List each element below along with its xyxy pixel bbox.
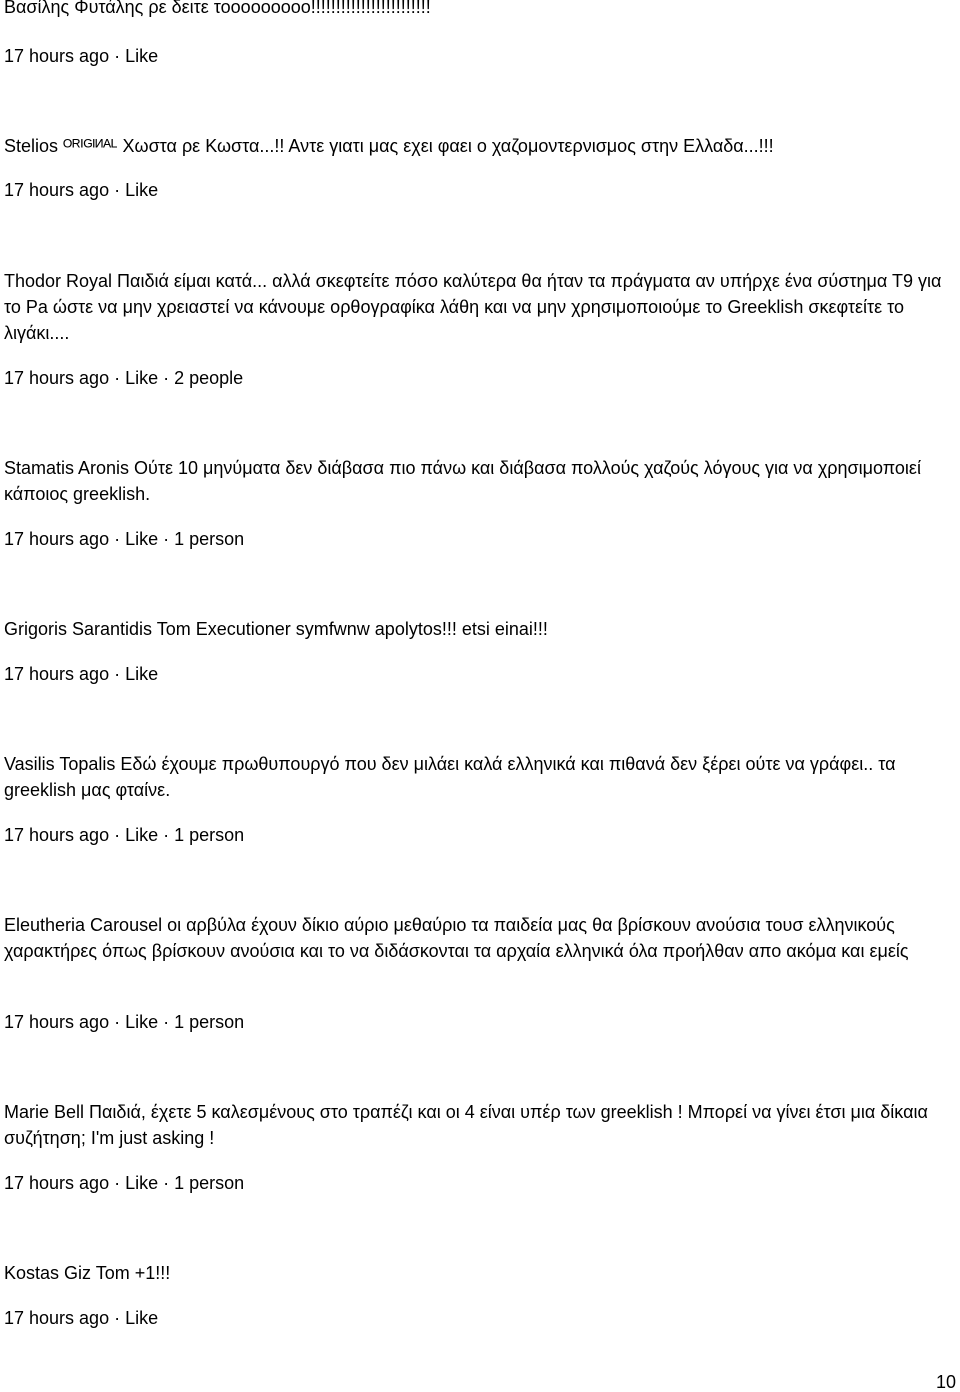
like-link[interactable]: Like	[125, 46, 159, 66]
like-count[interactable]: 2 people	[174, 368, 244, 388]
like-link[interactable]: Like	[125, 180, 159, 200]
comment	[4, 268, 947, 346]
like-link[interactable]: Like	[125, 529, 159, 549]
comment	[4, 751, 944, 803]
separator-dot: ·	[114, 1173, 121, 1193]
like-link[interactable]: Like	[125, 1173, 159, 1193]
separator-dot: ·	[114, 1308, 121, 1328]
separator-dot: ·	[163, 825, 170, 845]
page-number: 10	[935, 1372, 956, 1392]
comment-meta	[4, 822, 244, 848]
like-count[interactable]: 1 person	[174, 1012, 245, 1032]
comment-text: Stamatis Aronis Ούτε 10 μηνύματα δεν διάβασα πιο πάνω και διάβασα πολλούς χαζούς λόγους για να χρησιμοποιεί κάποιος greeklish.	[4, 458, 926, 504]
comment-meta	[4, 526, 244, 552]
comment	[4, 1099, 944, 1151]
comment	[4, 133, 944, 159]
like-count[interactable]: 1 person	[174, 1173, 245, 1193]
like-link[interactable]: Like	[125, 368, 159, 388]
like-link[interactable]: Like	[125, 1012, 159, 1032]
comment-time: 17 hours ago	[4, 1012, 110, 1032]
separator-dot: ·	[163, 529, 170, 549]
comment-time: 17 hours ago	[4, 664, 110, 684]
comment-meta	[4, 1305, 158, 1331]
comment-time: 17 hours ago	[4, 1308, 110, 1328]
comment-text: Grigoris Sarantidis Tom Executioner symfwnw apolytos!!! etsi einai!!!	[4, 619, 548, 639]
like-link[interactable]: Like	[125, 664, 159, 684]
separator-dot: ·	[163, 1012, 170, 1032]
comment-text: Thodor Royal Παιδιά είμαι κατά... αλλά σκεφτείτε πόσο καλύτερα θα ήταν τα πράγματα αν υπήρχε ένα σύστημα Τ9 για το Pa ώστε να μην χρειαστεί να κάνουμε ορθογραφίκα λάθη και να μην χρησιμοποιούμε το Greeklish σκεφτείτε το λιγάκι....	[4, 271, 947, 343]
comment-text: Kostas Giz Tom +1!!!	[4, 1263, 171, 1283]
separator-dot: ·	[114, 180, 121, 200]
comment-meta	[4, 43, 158, 69]
separator-dot: ·	[114, 1012, 121, 1032]
comment-text: Marie Bell Παιδιά, έχετε 5 καλεσμένους στο τραπέζι και οι 4 είναι υπέρ των greeklish ! Μπορεί να γίνει έτσι μια δίκαια συζήτηση; I'm just asking !	[4, 1102, 933, 1148]
comment	[4, 0, 944, 20]
comment	[4, 616, 944, 642]
comment	[4, 455, 944, 507]
like-link[interactable]: Like	[125, 1308, 159, 1328]
separator-dot: ·	[114, 46, 121, 66]
comment-text: Stelios ᴼᴿᴵᴳᴵᴻᴬᴸ Χωστα ρε Κωστα...!! Αντε γιατι μας εχει φαει ο χαζομοντερνισμος στην Ελλαδα...!!!	[4, 136, 774, 156]
separator-dot: ·	[163, 1173, 170, 1193]
comment-meta	[4, 177, 158, 203]
separator-dot: ·	[114, 664, 121, 684]
comment-time: 17 hours ago	[4, 529, 110, 549]
comment-meta	[4, 365, 243, 391]
comment-time: 17 hours ago	[4, 180, 110, 200]
comment-text: Βασίλης Φυτάλης ρε δειτε τοοοοοοοοο!!!!!!!!!!!!!!!!!!!!!!!!	[4, 0, 431, 17]
separator-dot: ·	[114, 825, 121, 845]
like-count[interactable]: 1 person	[174, 825, 245, 845]
like-count[interactable]: 1 person	[174, 529, 245, 549]
comment-time: 17 hours ago	[4, 1173, 110, 1193]
comment-meta	[4, 1170, 244, 1196]
comment-text: Vasilis Topalis Εδώ έχουμε πρωθυπουργό που δεν μιλάει καλά ελληνικά και πιθανά δεν ξέρει ούτε να γράφει.. τα greeklish μας φταίνε.	[4, 754, 901, 800]
comment	[4, 912, 944, 964]
comment-time: 17 hours ago	[4, 46, 110, 66]
comment-text: Eleutheria Carousel οι αρβύλα έχουν δίκιο αύριο μεθαύριο τα παιδεία μας θα βρίσκουν ανούσια τουσ ελληνικούς χαρακτήρες όπως βρίσκουν ανούσια και το να διδάσκονται τα αρχαία ελληνικά όλα προήλθαν απο ακόμα και εμείς	[4, 915, 909, 961]
separator-dot: ·	[163, 368, 170, 388]
comment	[4, 1260, 944, 1286]
comment-time: 17 hours ago	[4, 825, 110, 845]
separator-dot: ·	[114, 529, 121, 549]
comment-time: 17 hours ago	[4, 368, 110, 388]
separator-dot: ·	[114, 368, 121, 388]
comment-meta	[4, 661, 158, 687]
comment-meta	[4, 1009, 244, 1035]
like-link[interactable]: Like	[125, 825, 159, 845]
